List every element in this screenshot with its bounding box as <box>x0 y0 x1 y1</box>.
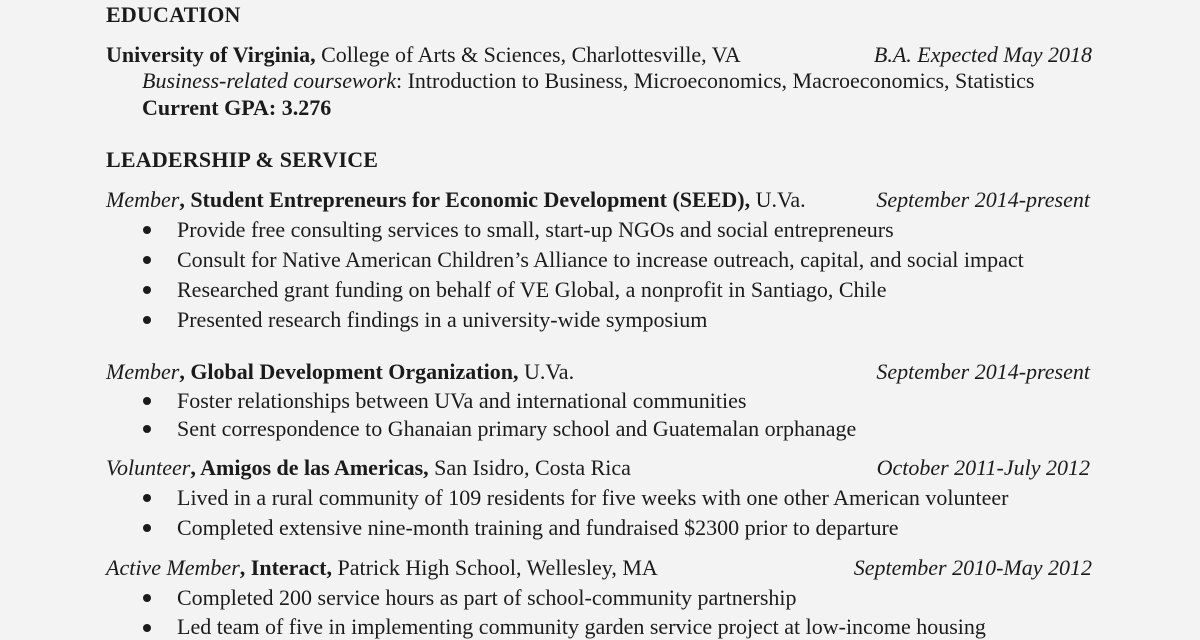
bullet-text: Led team of five in implementing community garden service project at low-income housing <box>177 614 986 639</box>
bullet-icon <box>143 425 151 433</box>
bullet-text: Lived in a rural community of 109 residents for five weeks with one other American volunteer <box>177 485 1009 510</box>
bullet-icon <box>143 494 151 502</box>
education-heading: EDUCATION <box>106 2 241 27</box>
bullet-icon <box>143 594 151 602</box>
bullet-icon <box>143 397 151 405</box>
entry-location: San Isidro, Costa Rica <box>428 455 631 480</box>
coursework-label: Business-related coursework <box>142 68 396 93</box>
bullet-icon <box>143 286 151 294</box>
bullet-text: Consult for Native American Children’s Alliance to increase outreach, capital, and social impact <box>177 247 1024 272</box>
bullet-icon <box>143 226 151 234</box>
bullet-icon <box>143 316 151 324</box>
entry-org: , Interact, <box>239 555 333 580</box>
entry-role: Member <box>106 359 180 384</box>
entry-title <box>106 555 658 581</box>
entry-dates: September 2014-present <box>876 187 1090 212</box>
entry-location: U.Va. <box>518 359 575 384</box>
school-name: University of Virginia, <box>106 42 316 67</box>
entry-role: Member <box>106 187 180 212</box>
degree-date: B.A. Expected May 2018 <box>873 42 1092 67</box>
entry-org: , Amigos de las Americas, <box>190 455 429 480</box>
entry-dates: October 2011-July 2012 <box>876 455 1090 480</box>
entry-title <box>106 187 806 213</box>
entry-dates: September 2010-May 2012 <box>853 555 1092 580</box>
bullet-text: Foster relationships between UVa and international communities <box>177 388 747 413</box>
entry-dates: September 2014-present <box>876 359 1090 384</box>
bullet-text: Presented research findings in a university-wide symposium <box>177 307 708 332</box>
education-school-line <box>106 42 741 68</box>
bullet-icon <box>143 256 151 264</box>
bullet-icon <box>143 524 151 532</box>
leadership-heading: LEADERSHIP & SERVICE <box>106 147 379 172</box>
bullet-text: Completed 200 service hours as part of school-community partnership <box>177 585 797 610</box>
entry-org: , Student Entrepreneurs for Economic Development (SEED), <box>179 187 751 212</box>
entry-title <box>106 455 631 481</box>
entry-role: Volunteer <box>106 455 191 480</box>
bullet-text: Researched grant funding on behalf of VE Global, a nonprofit in Santiago, Chile <box>177 277 887 302</box>
entry-org: , Global Development Organization, <box>179 359 519 384</box>
gpa: Current GPA: 3.276 <box>142 95 332 120</box>
school-detail: College of Arts & Sciences, Charlottesville, VA <box>315 42 741 67</box>
entry-title <box>106 359 574 385</box>
entry-location: U.Va. <box>750 187 806 212</box>
coursework-list: : Introduction to Business, Microeconomics, Macroeconomics, Statistics <box>395 68 1035 93</box>
bullet-text: Provide free consulting services to small, start-up NGOs and social entrepreneurs <box>177 217 894 242</box>
entry-role: Active Member <box>106 555 240 580</box>
bullet-text: Sent correspondence to Ghanaian primary school and Guatemalan orphanage <box>177 416 857 441</box>
coursework-line <box>142 68 1035 94</box>
bullet-icon <box>143 624 151 632</box>
entry-location: Patrick High School, Wellesley, MA <box>332 555 658 580</box>
bullet-text: Completed extensive nine-month training and fundraised $2300 prior to departure <box>177 515 899 540</box>
